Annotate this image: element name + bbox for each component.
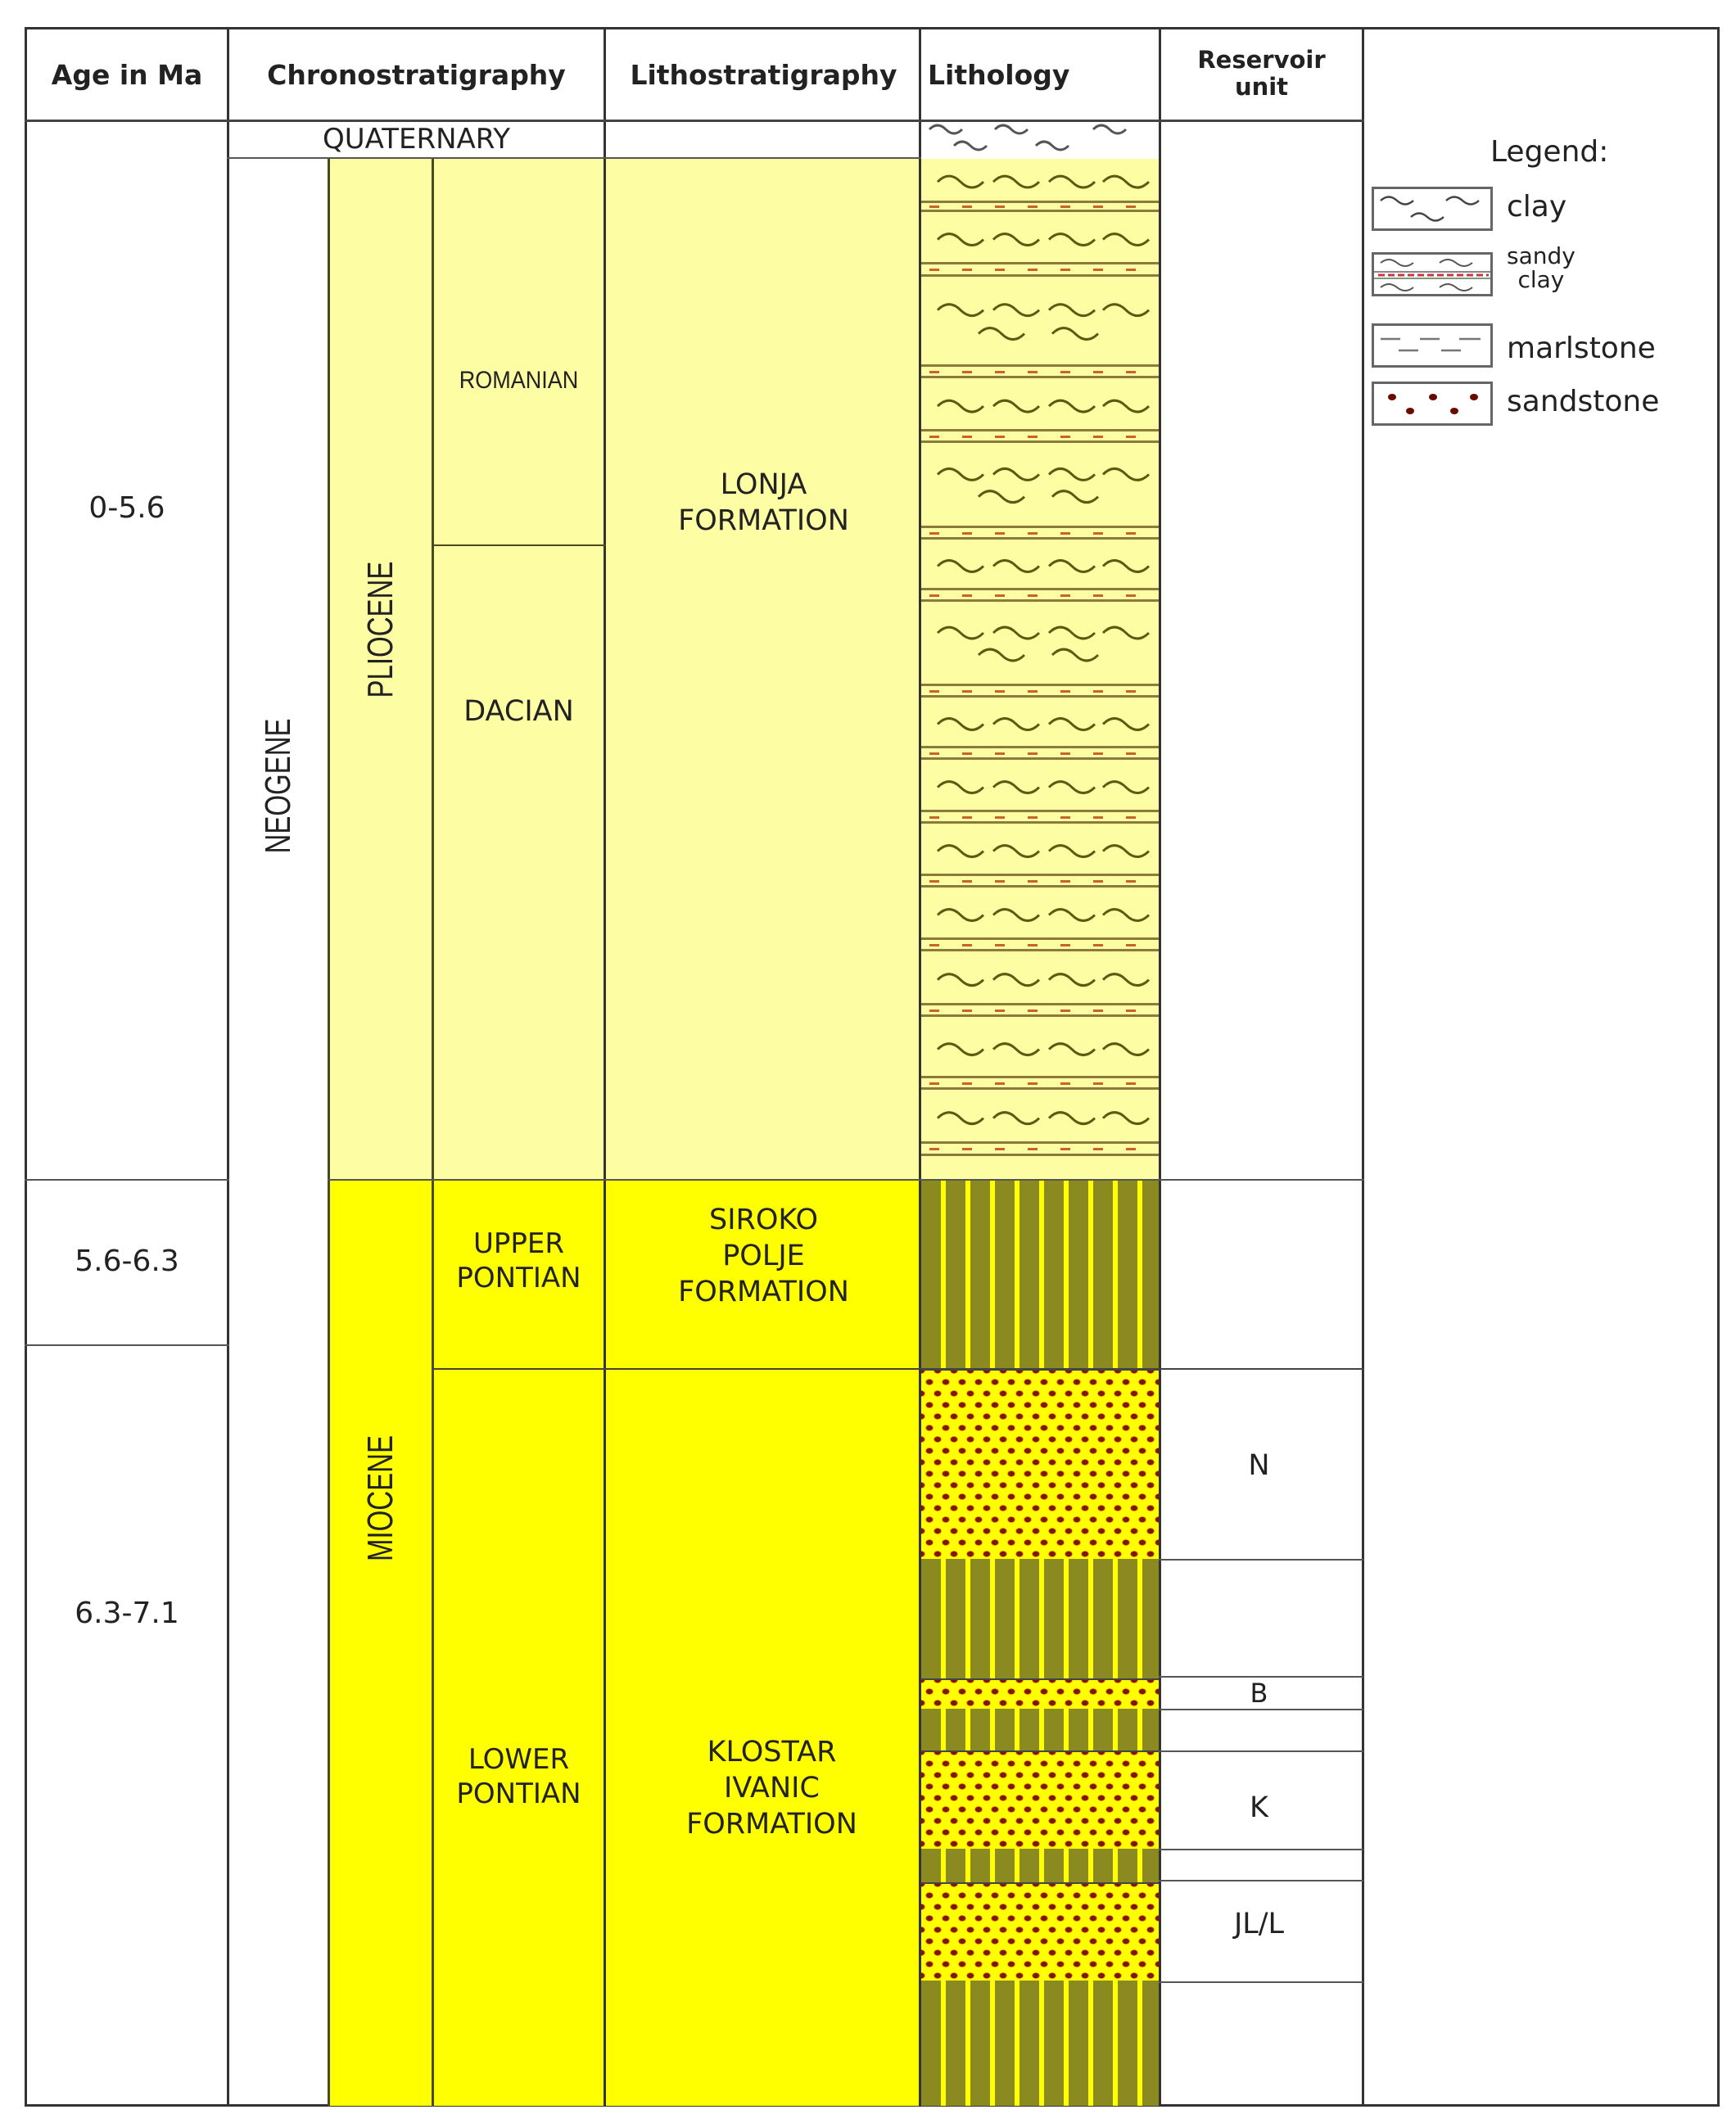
clay-pattern-icon — [921, 159, 1159, 201]
sandy-clay-layer — [921, 810, 1159, 824]
marlstone-layer — [921, 1849, 1159, 1882]
divider — [227, 157, 921, 159]
sandy-clay-layer — [921, 364, 1159, 378]
sandy-clay-layer — [921, 746, 1159, 760]
reservoir-unit-k: K — [1250, 1791, 1268, 1824]
stage-lower-pontian-line1: LOWER — [468, 1742, 570, 1776]
legend-sandy-clay-line1: sandy — [1507, 242, 1576, 269]
clay-pattern-icon — [921, 443, 1159, 526]
legend-marlstone-label: marlstone — [1507, 332, 1656, 365]
divider — [604, 27, 606, 2107]
clay-layer — [921, 540, 1159, 588]
clay-layer — [921, 159, 1159, 201]
age-interval-1: 0-5.6 — [88, 490, 165, 525]
neogene-label: NEOGENE — [258, 718, 298, 854]
divider — [1159, 1750, 1363, 1752]
stage-upper-pontian — [434, 1220, 604, 1302]
divider — [1159, 1709, 1363, 1710]
divider — [1159, 1559, 1363, 1561]
sandy-clay-layer — [921, 201, 1159, 212]
clay-pattern-icon — [921, 277, 1159, 364]
sandy-clay-layer — [921, 874, 1159, 888]
header-age: Age in Ma — [51, 58, 203, 91]
header-reservoir-line2: unit — [1234, 73, 1289, 101]
legend-clay-label: clay — [1507, 190, 1567, 224]
formation-klostar-ivanic-line3: FORMATION — [686, 1807, 857, 1841]
sandy-clay-layer — [921, 429, 1159, 443]
sandstone-layer-b — [921, 1678, 1159, 1712]
reservoir-unit-jl-l: JL/L — [1233, 1908, 1285, 1940]
marlstone-layer-siroko — [921, 1180, 1159, 1369]
formation-siroko-polje-line2: POLJE — [722, 1240, 805, 1273]
stage-lower-pontian — [434, 1736, 604, 1818]
clay-layer — [921, 1156, 1159, 1180]
stage-lower-pontian-line2: PONTIAN — [456, 1777, 581, 1810]
divider — [328, 159, 330, 2107]
clay-layer — [921, 760, 1159, 810]
sandy-clay-layer — [921, 684, 1159, 698]
divider — [25, 1179, 229, 1181]
formation-klostar-ivanic-line1: KLOSTAR — [707, 1736, 837, 1769]
clay-pattern-icon — [921, 888, 1159, 937]
sandy-clay-layer — [921, 1141, 1159, 1156]
formation-siroko-polje — [606, 1204, 921, 1310]
marlstone-layer — [921, 1559, 1159, 1678]
divider — [432, 544, 606, 546]
marlstone-layer — [921, 1709, 1159, 1750]
clay-pattern-icon — [921, 760, 1159, 810]
clay-layer — [921, 824, 1159, 874]
legend-title: Legend: — [1490, 135, 1609, 169]
clay-pattern-icon — [921, 540, 1159, 588]
sandy-clay-layer — [921, 1076, 1159, 1090]
formation-lonja — [606, 467, 921, 540]
age-interval-3: 6.3-7.1 — [75, 1596, 179, 1630]
sandy-clay-layer — [921, 526, 1159, 540]
clay-layer — [921, 951, 1159, 1003]
miocene-fill — [328, 1180, 921, 2106]
quaternary-label: QUATERNARY — [322, 122, 511, 156]
sandy-clay-layer — [921, 1003, 1159, 1017]
stage-dacian: DACIAN — [463, 695, 574, 729]
clay-pattern-icon — [921, 698, 1159, 746]
clay-pattern-icon — [921, 602, 1159, 684]
legend-sandy-clay-line2: clay — [1517, 266, 1565, 294]
divider — [1362, 27, 1364, 2107]
divider — [227, 27, 229, 2107]
clay-pattern-icon — [921, 378, 1159, 429]
formation-klostar-ivanic — [622, 1736, 921, 1842]
sandstone-layer-jl-l — [921, 1882, 1159, 1984]
marlstone-layer — [921, 1981, 1159, 2106]
clay-layer — [921, 378, 1159, 429]
clay-pattern-icon — [921, 1090, 1159, 1141]
clay-layer — [921, 888, 1159, 937]
formation-lonja-line2: FORMATION — [678, 504, 849, 537]
pliocene-label: PLIOCENE — [360, 561, 400, 698]
clay-layer — [921, 1017, 1159, 1076]
sandstone-layer-n — [921, 1369, 1159, 1562]
formation-siroko-polje-line3: FORMATION — [678, 1275, 849, 1308]
stage-romanian: ROMANIAN — [459, 367, 579, 395]
stage-upper-pontian-line1: UPPER — [473, 1226, 564, 1260]
legend-clay-swatch — [1372, 187, 1493, 231]
divider — [1159, 1981, 1363, 1983]
sandy-clay-layer — [921, 262, 1159, 277]
clay-pattern-icon — [921, 121, 1159, 157]
legend-sandy-clay-label — [1507, 244, 1576, 292]
formation-lonja-line1: LONJA — [720, 468, 807, 502]
divider — [432, 1368, 1364, 1370]
sandy-clay-pattern-icon — [1374, 255, 1490, 294]
clay-layer — [921, 443, 1159, 526]
legend-sandstone-label: sandstone — [1507, 385, 1660, 418]
sandstone-layer-k — [921, 1750, 1159, 1852]
divider — [1159, 1880, 1363, 1881]
clay-pattern-icon — [921, 951, 1159, 1003]
miocene-label: MIOCENE — [360, 1434, 400, 1562]
clay-layer — [921, 277, 1159, 364]
divider — [25, 1344, 229, 1346]
header-lithology: Lithology — [928, 58, 1070, 91]
clay-layer — [921, 212, 1159, 262]
quaternary-clay-layer — [921, 121, 1159, 157]
sandy-clay-layer — [921, 937, 1159, 951]
legend-sandstone-swatch — [1372, 382, 1493, 426]
sandstone-pattern-icon — [1374, 384, 1490, 423]
stage-upper-pontian-line2: PONTIAN — [456, 1262, 581, 1294]
clay-layer — [921, 1090, 1159, 1141]
formation-siroko-polje-line1: SIROKO — [709, 1204, 818, 1237]
header-lithostratigraphy: Lithostratigraphy — [630, 58, 897, 91]
header-reservoir-unit — [1161, 33, 1362, 115]
header-reservoir-line1: Reservoir — [1197, 45, 1326, 74]
clay-layer — [921, 602, 1159, 684]
clay-layer — [921, 698, 1159, 746]
formation-klostar-ivanic-line2: IVANIC — [724, 1772, 820, 1805]
reservoir-unit-b: B — [1250, 1678, 1268, 1709]
clay-pattern-icon — [921, 1017, 1159, 1076]
age-interval-2: 5.6-6.3 — [75, 1244, 179, 1278]
reservoir-unit-n: N — [1248, 1449, 1270, 1482]
clay-pattern-icon — [1374, 189, 1490, 228]
legend-marlstone-swatch — [1372, 323, 1493, 368]
divider — [1159, 1849, 1363, 1850]
header-chronostratigraphy: Chronostratigraphy — [267, 58, 566, 91]
header-divider — [25, 120, 1364, 122]
marlstone-pattern-icon — [1374, 326, 1490, 365]
pliocene-fill — [328, 159, 921, 1180]
clay-pattern-icon — [921, 824, 1159, 874]
sandy-clay-layer — [921, 588, 1159, 602]
clay-pattern-icon — [921, 212, 1159, 262]
legend-sandy-clay-swatch — [1372, 252, 1493, 296]
divider — [328, 1179, 1364, 1181]
